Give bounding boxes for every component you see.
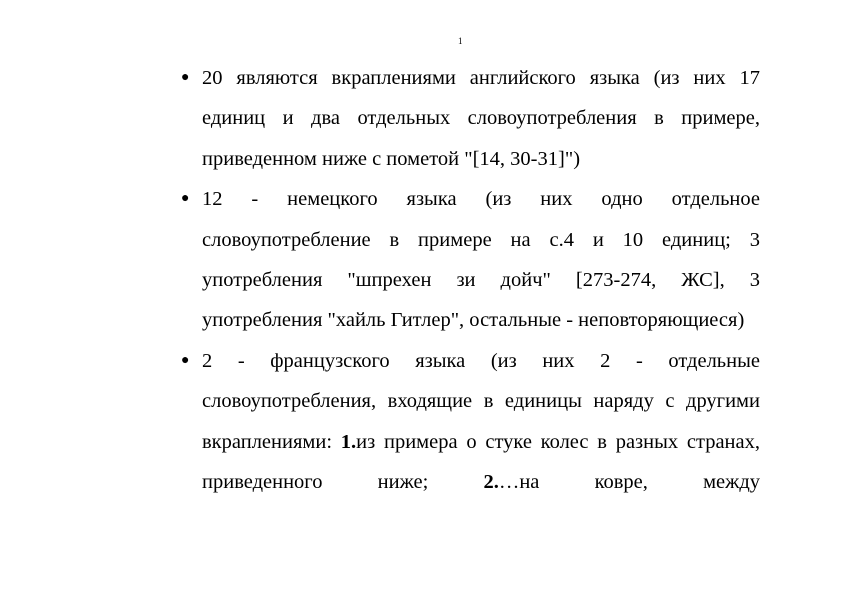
list-item-text: 20 являются вкраплениями английского языка (из них 17 единиц и два отдельных словоупотребления в примере, приведенном ниже с пометой "[14, 30-31]") [202,67,760,170]
language-inclusions-list [178,58,760,502]
list-item-text: 12 - немецкого языка (из них одно отдельное словоупотребление в примере на с.4 и 10 единиц; 3 употребления "шпрехен зи дойч" [273-274, ЖС], 3 употребления "хайль Гитлер", остальные - неповторяющиеся) [202,188,760,332]
list-item-text [202,341,760,503]
text-before: 2 - французского языка (из них 2 - отдельные словоупотребления, входящие в единицы наряду с другими вкраплениями: [202,349,760,453]
bullet-icon: ● [181,70,190,85]
text-after: …на ковре, между [498,471,761,494]
bullet-icon: ● [181,352,190,368]
text-middle: из примера о стуке колес в разных странах, приведенного ниже; [202,430,760,494]
list-item-english [178,58,760,179]
sub-marker-1: 1. [340,430,357,453]
page-number: 1 [458,36,463,46]
sub-marker-2: 2. [483,471,499,494]
list-item-french [178,341,760,503]
list-item-german [178,179,760,341]
bullet-icon: ● [181,191,190,207]
